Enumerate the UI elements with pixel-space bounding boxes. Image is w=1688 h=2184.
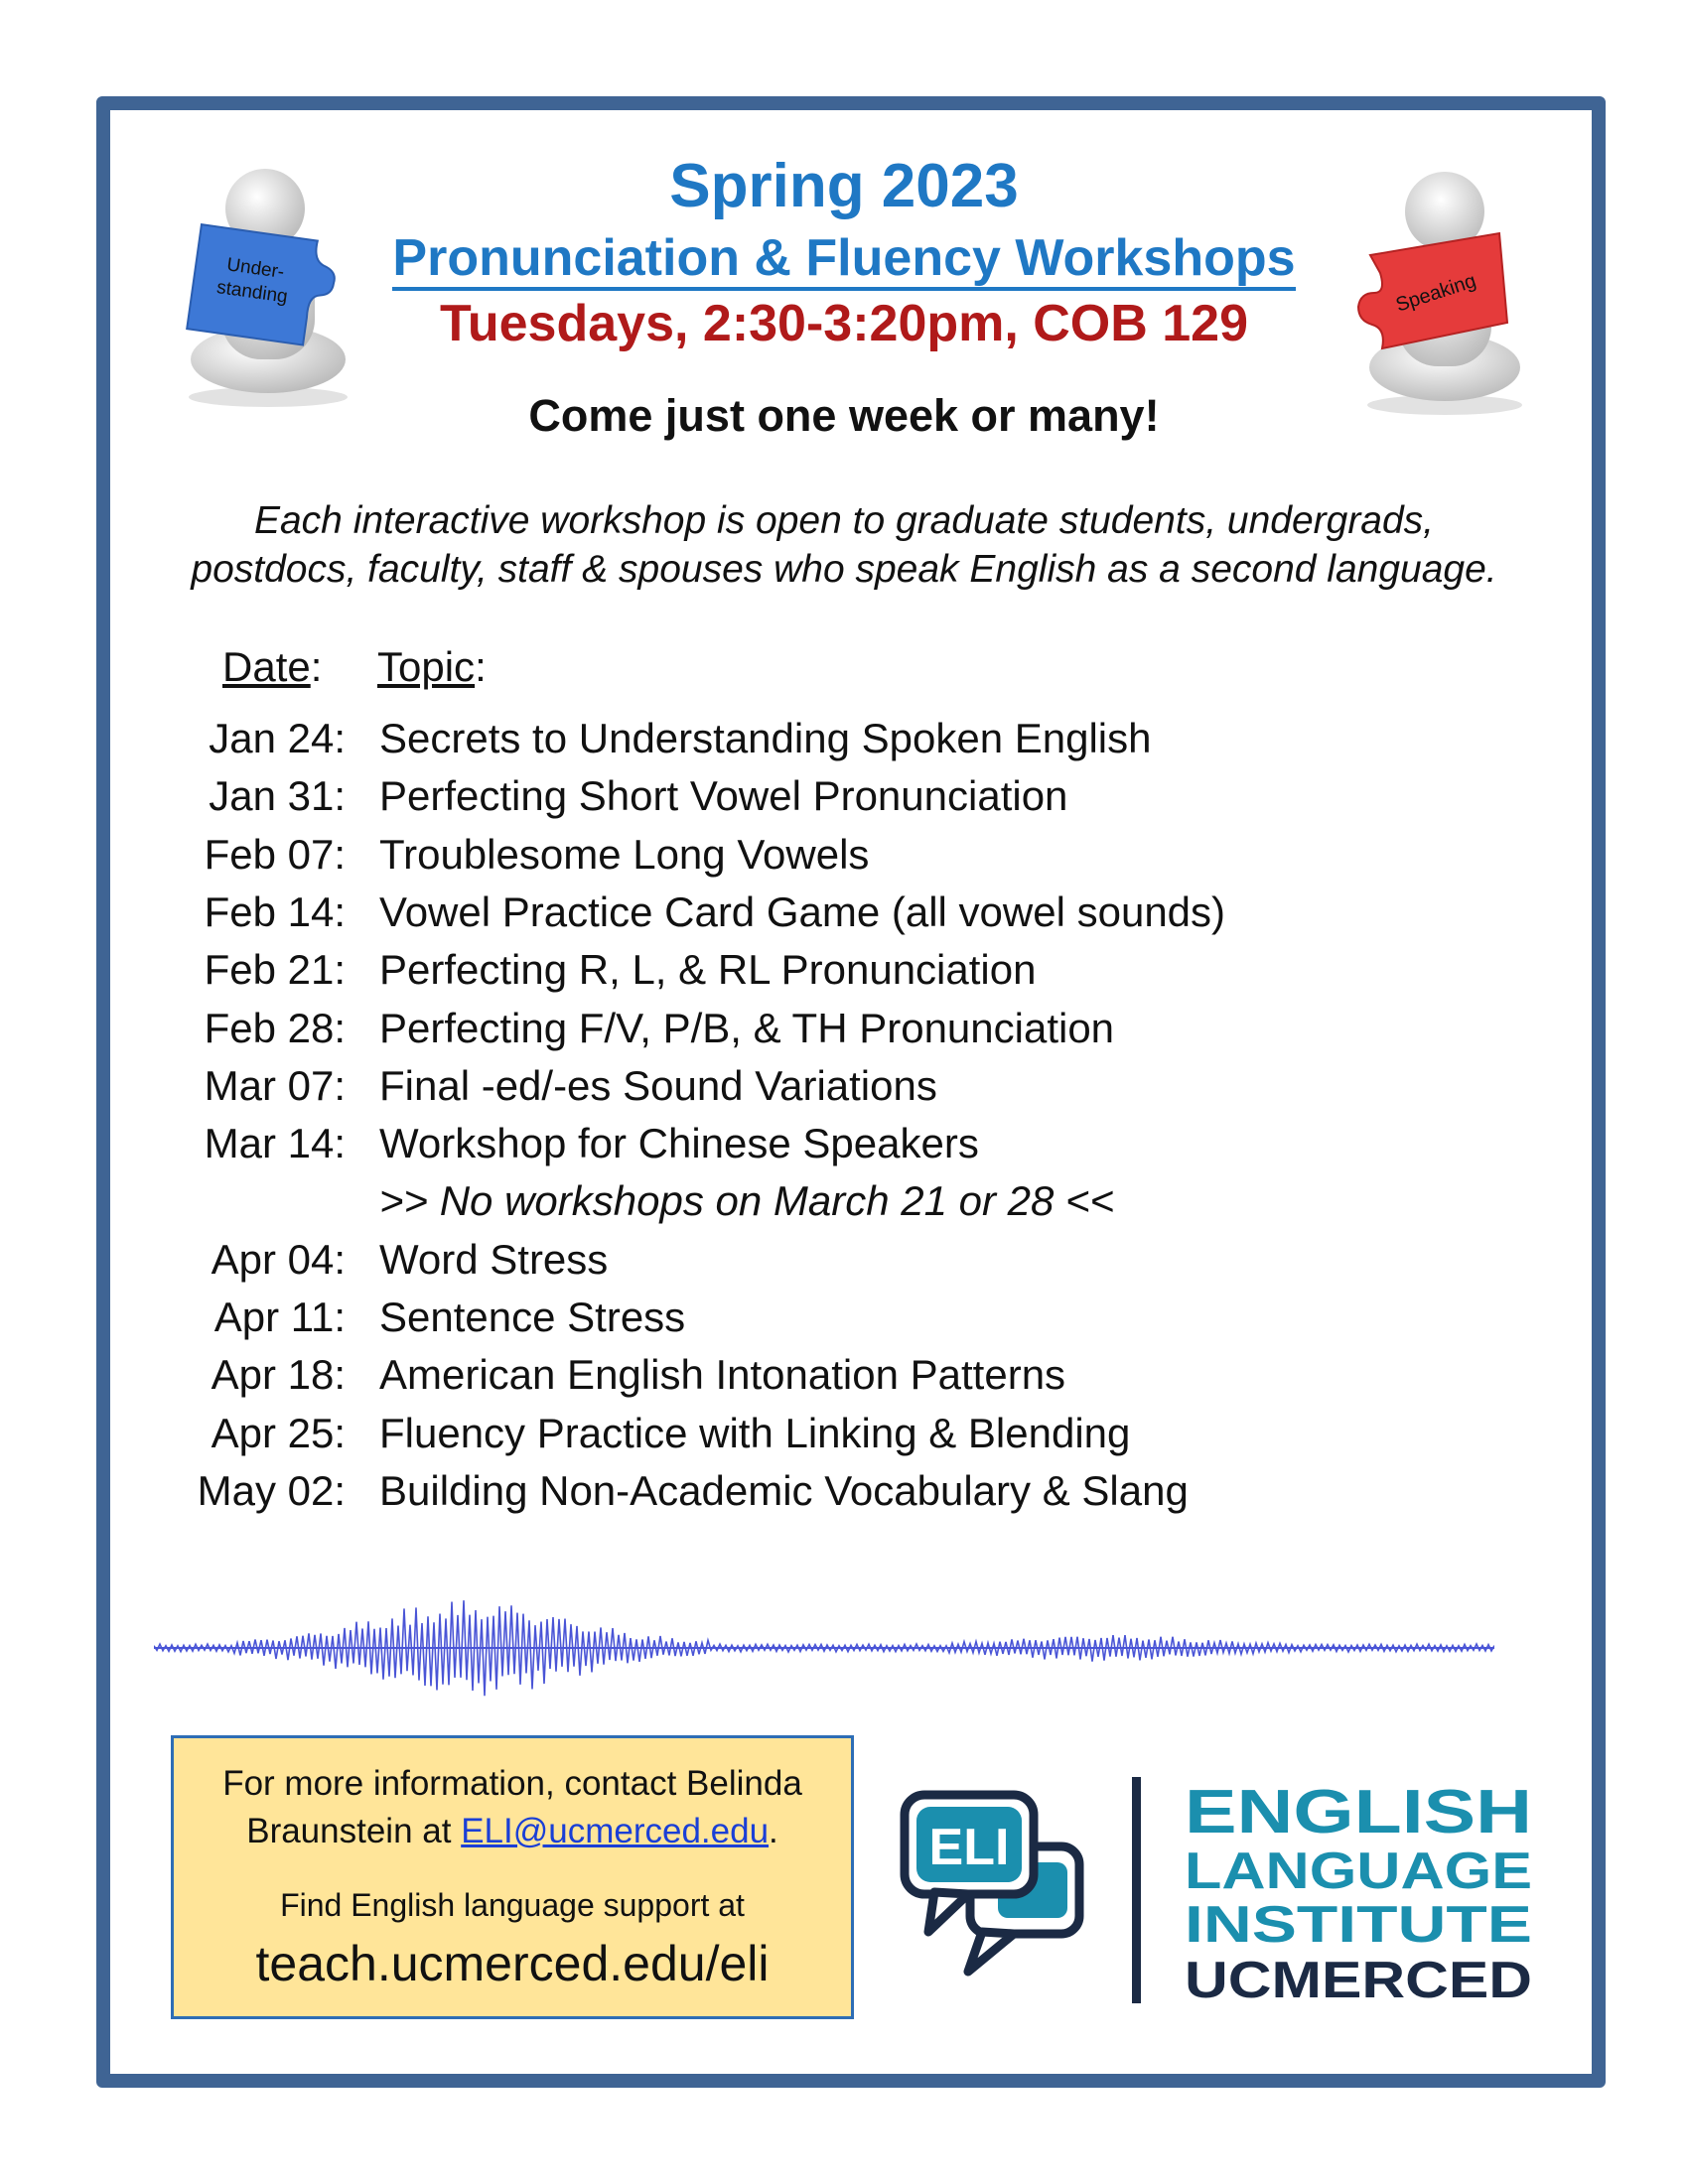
topic-header-text: Topic [377, 643, 476, 690]
schedule-date: Feb 28: [204, 1004, 346, 1051]
schedule-date: May 02: [197, 1466, 346, 1514]
schedule-topic: Secrets to Understanding Spoken English [379, 715, 1152, 761]
page-subtitle [0, 228, 1688, 288]
schedule-row [0, 1351, 1688, 1409]
schedule-topic: >> No workshops on March 21 or 28 << [379, 1177, 1115, 1225]
schedule-topic: Word Stress [379, 1235, 609, 1283]
schedule-line: Tuesdays, 2:30-3:20pm, COB 129 [439, 295, 1249, 352]
schedule-topic: Perfecting Short Vowel Pronunciation [379, 772, 1068, 820]
schedule-topic: Fluency Practice with Linking & Blending [379, 1409, 1131, 1456]
schedule-row [0, 888, 1688, 946]
intro-paragraph [0, 496, 1688, 594]
schedule-topic: Sentence Stress [379, 1294, 686, 1340]
schedule-date: Mar 07: [204, 1061, 346, 1109]
schedule-topic: Building Non-Academic Vocabulary & Slang [379, 1466, 1189, 1514]
contact-line-2-suffix: . [769, 1812, 778, 1850]
schedule-date: Feb 07: [204, 830, 346, 878]
topic-header-colon: : [475, 643, 487, 690]
schedule-row [0, 1062, 1688, 1120]
logo-line-4: UCMERCED [1185, 1952, 1532, 2009]
schedule-date: Mar 14: [204, 1120, 346, 1167]
logo-divider [1132, 1777, 1141, 2003]
schedule-row [0, 715, 1688, 772]
understanding-label-line2: standing [214, 277, 289, 308]
schedule-date: Jan 24: [209, 715, 346, 761]
contact-info-box [171, 1735, 854, 2019]
contact-email-link[interactable]: ELI@ucmerced.edu [461, 1812, 770, 1850]
subtitle-text: Pronunciation & Fluency Workshops [392, 229, 1295, 291]
schedule-topic: Workshop for Chinese Speakers [379, 1120, 979, 1167]
schedule-date: Feb 14: [204, 887, 346, 935]
logo-line-3: INSTITUTE [1185, 1896, 1532, 1954]
schedule-topic: Troublesome Long Vowels [379, 830, 870, 878]
intro-line-2: postdocs, faculty, staff & spouses who speak English as a second language. [191, 548, 1497, 591]
support-text: Find English language support at [280, 1887, 745, 1923]
intro-line-1: Each interactive workshop is open to graduate students, undergrads, [253, 499, 1435, 542]
schedule-date: Apr 18: [211, 1351, 346, 1399]
schedule-date: Apr 25: [211, 1409, 346, 1456]
schedule-date: Apr 04: [211, 1235, 346, 1283]
tagline: Come just one week or many! [528, 390, 1160, 441]
contact-line-2-prefix: Braunstein at [246, 1812, 462, 1850]
schedule-topic: Final -ed/-es Sound Variations [379, 1061, 937, 1109]
schedule-topic: Vowel Practice Card Game (all vowel sounds) [379, 887, 1226, 935]
schedule-date: Jan 31: [209, 772, 346, 820]
understanding-label-line1: Under- [225, 254, 286, 284]
eli-logo [899, 1777, 1534, 2015]
schedule-row [0, 831, 1688, 888]
schedule-row [0, 772, 1688, 830]
date-column-header [222, 643, 322, 693]
speaking-label: Speaking [1393, 269, 1479, 317]
contact-line-1: For more information, contact Belinda [222, 1764, 802, 1803]
schedule-row [0, 1467, 1688, 1525]
topic-column-header [377, 643, 487, 693]
schedule-date: Apr 11: [213, 1294, 346, 1340]
schedule-row [0, 946, 1688, 1004]
contact-line-2 [174, 1808, 851, 1855]
support-url: teach.ucmerced.edu/eli [255, 1936, 770, 1991]
schedule-topic: American English Intonation Patterns [379, 1351, 1066, 1399]
contact-text [174, 1760, 851, 1855]
date-header-text: Date [222, 643, 311, 690]
schedule-row [0, 1410, 1688, 1467]
sound-wave-graphic [154, 1593, 1494, 1703]
date-header-colon: : [310, 643, 323, 690]
schedule-date: Feb 21: [204, 946, 346, 994]
page-title: Spring 2023 [669, 152, 1019, 220]
schedule-row [0, 1005, 1688, 1062]
schedule-topic: Perfecting F/V, P/B, & TH Pronunciation [379, 1004, 1115, 1051]
logo-line-2: LANGUAGE [1185, 1843, 1532, 1900]
schedule-row [0, 1236, 1688, 1294]
logo-line-1: ENGLISH [1185, 1778, 1532, 1846]
schedule-note [0, 1177, 1688, 1235]
logo-badge: ELI [928, 1819, 1010, 1876]
schedule-row [0, 1294, 1688, 1351]
schedule-row [0, 1120, 1688, 1177]
schedule-topic: Perfecting R, L, & RL Pronunciation [379, 946, 1037, 994]
